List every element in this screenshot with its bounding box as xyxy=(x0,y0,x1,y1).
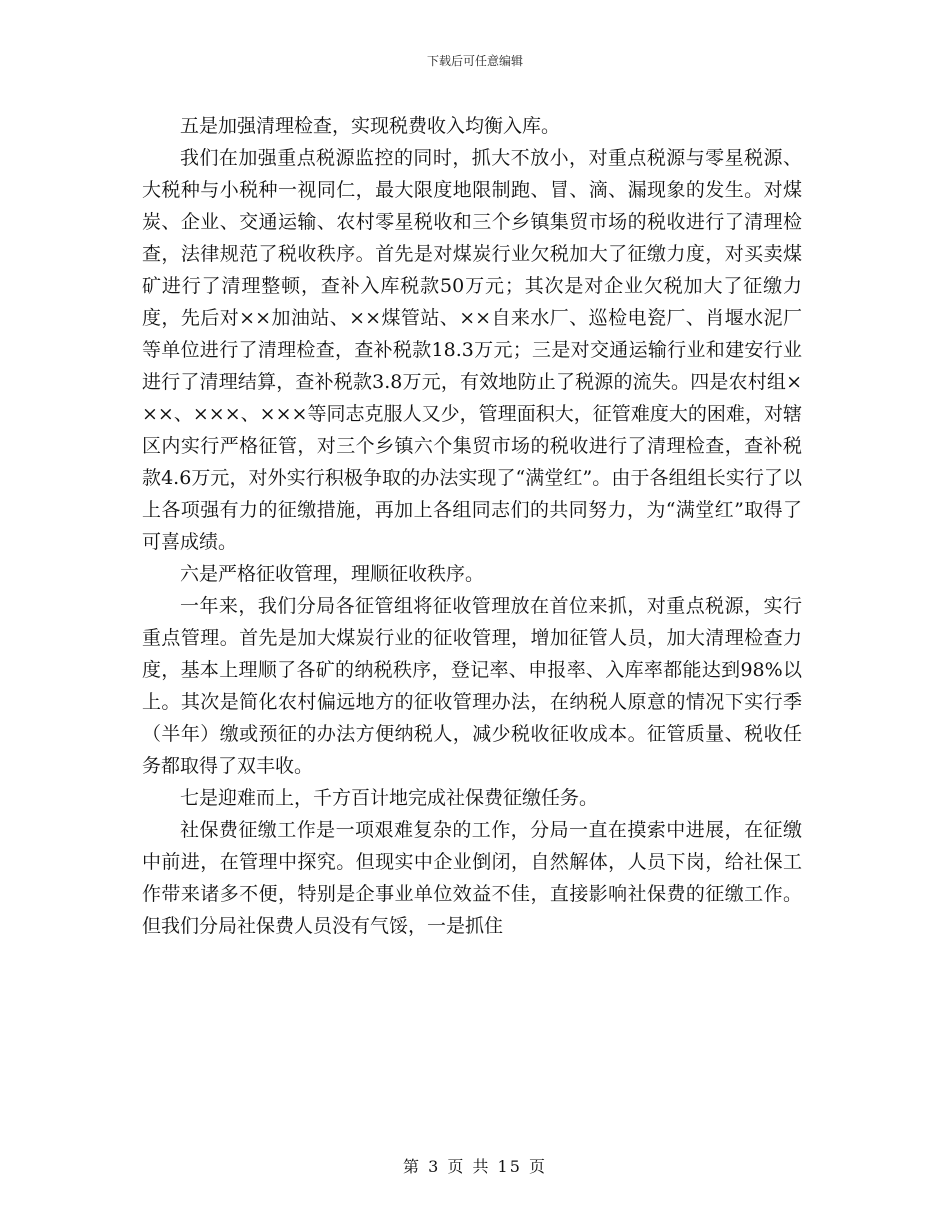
paragraph-heading-7: 七是迎难而上，千方百计地完成社保费征缴任务。 xyxy=(180,787,599,809)
page-header: 下载后可任意编辑 xyxy=(426,54,523,68)
paragraph: 一年来，我们分局各征管组将征收管理放在首位来抓，对重点税源，实行重点管理。首先是加大煤炭行业的征收管理，增加征管人员，加大清理检查力度，基本上理顺了各矿的纳税秩序，登记率、申报率、入库率都能达到98%以上。其次是简化农村偏远地方的征收管理办法，在纳税人原意的情况下实行季（半年）缴或预征的办法方便纳税人，减少税收征收成本。征管质量、税收任务都取得了双丰收。 xyxy=(142,595,802,777)
paragraph: 社保费征缴工作是一项艰难复杂的工作，分局一直在摸索中进展，在征缴中前进，在管理中探究。但现实中企业倒闭，自然解体，人员下岗，给社保工作带来诸多不便，特别是企事业单位效益不佳，直接影响社保费的征缴工作。但我们分局社保费人员没有气馁，一是抓住 xyxy=(142,819,802,937)
document-body xyxy=(142,110,802,942)
page-footer: 第 3 页 共 15 页 xyxy=(403,1157,547,1176)
paragraph-heading-5: 五是加强清理检查，实现税费收入均衡入库。 xyxy=(180,115,561,137)
paragraph: 我们在加强重点税源监控的同时，抓大不放小，对重点税源与零星税源、大税种与小税种一视同仁，最大限度地限制跑、冒、滴、漏现象的发生。对煤炭、企业、交通运输、农村零星税收和三个乡镇集贸市场的税收进行了清理检查，法律规范了税收秩序。首先是对煤炭行业欠税加大了征缴力度，对买卖煤矿进行了清理整顿，查补入库税款50万元；其次是对企业欠税加大了征缴力度，先后对××加油站、××煤管站、××自来水厂、巡检电瓷厂、肖堰水泥厂等单位进行了清理检查，查补税款18.3万元；三是对交通运输行业和建安行业进行了清理结算，查补税款3.8万元，有效地防止了税源的流失。四是农村组×××、×××、×××等同志克服人又少，管理面积大，征管难度大的困难，对辖区内实行严格征管，对三个乡镇六个集贸市场的税收进行了清理检查，查补税款4.6万元，对外实行积极争取的办法实现了“满堂红”。由于各组组长实行了以上各项强有力的征缴措施，再加上各组同志们的共同努力，为“满堂红”取得了可喜成绩。 xyxy=(142,147,802,553)
paragraph-heading-6: 六是严格征收管理，理顺征收秩序。 xyxy=(180,563,485,585)
